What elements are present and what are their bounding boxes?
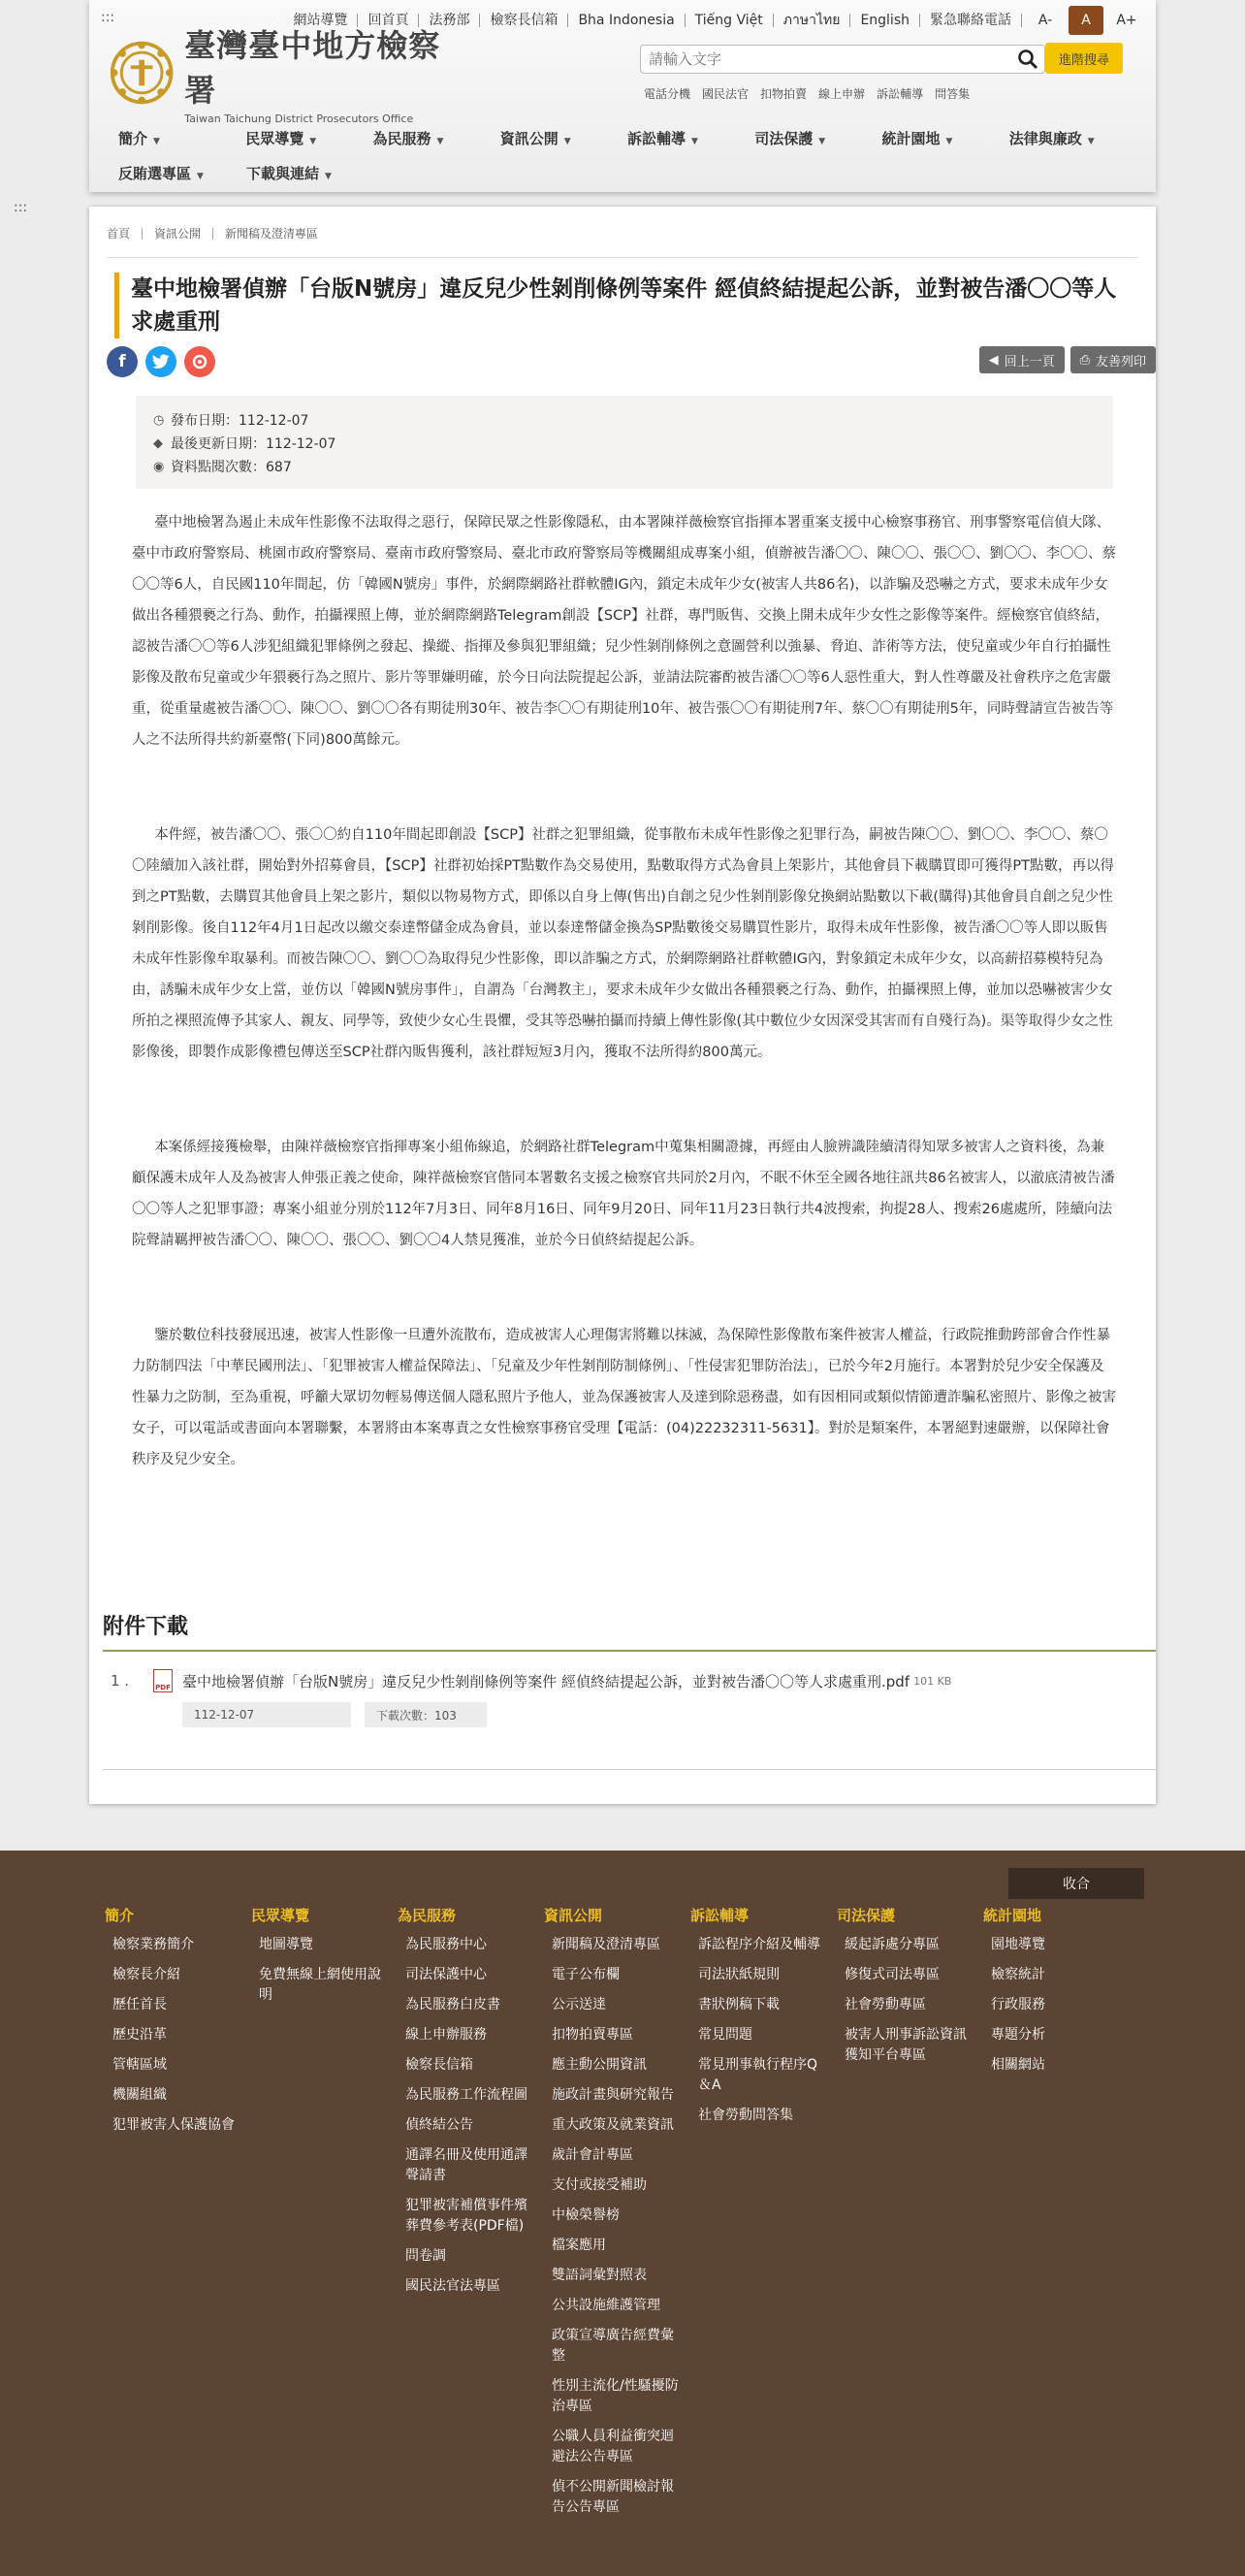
footer-link[interactable]: 社會勞動問答集	[698, 2108, 793, 2123]
footer-column-title[interactable]: 資訊公開	[544, 1907, 603, 1924]
font-size-small[interactable]: A-	[1038, 13, 1053, 28]
quick-link-litigation[interactable]: 訴訟輔導	[877, 87, 924, 101]
chevron-down-icon: ▼	[309, 136, 317, 146]
logo-subtitle: Taiwan Taichung District Prosecutors Office	[184, 112, 414, 125]
chevron-down-icon: ▼	[563, 136, 571, 146]
attachment-downloads: 下載次數：103	[365, 1702, 487, 1727]
footer-column-title[interactable]: 訴訟輔導	[690, 1907, 750, 1924]
publish-date: ◷ 發布日期： 112-12-07	[153, 409, 1096, 433]
nav-info[interactable]: 資訊公開 ▼	[499, 129, 571, 147]
footer-link[interactable]: 公職人員利益衝突迴避法公告專區	[552, 2429, 674, 2464]
chevron-down-icon: ▼	[1087, 136, 1095, 146]
tag-icon: ◆	[153, 436, 163, 451]
logo-title: 臺灣臺中地方檢察署	[184, 26, 441, 109]
footer-column	[251, 1905, 398, 2528]
footer-link[interactable]: 訴訟程序介紹及輔導	[698, 1937, 820, 1952]
footer-link[interactable]: 應主動公開資訊	[552, 2057, 647, 2073]
footer-link[interactable]: 偵終結公告	[405, 2117, 473, 2133]
footer-link[interactable]: 電子公布欄	[552, 1967, 620, 1982]
nav-downloads[interactable]: 下載與連結 ▼	[246, 164, 332, 182]
nav-services[interactable]: 為民服務 ▼	[372, 129, 444, 147]
divider	[103, 1650, 1156, 1652]
footer-link[interactable]: 檢察統計	[991, 1967, 1045, 1982]
footer-column	[398, 1905, 544, 2528]
footer-link[interactable]: 中檢榮譽榜	[552, 2207, 620, 2223]
footer-link[interactable]: 修復式司法專區	[845, 1967, 940, 1982]
divider	[107, 257, 1138, 258]
footer-link[interactable]: 重大政策及就業資訊	[552, 2117, 674, 2133]
footer-link[interactable]: 犯罪被害人保護協會	[112, 2117, 235, 2133]
quick-link-citizen-judge[interactable]: 國民法官	[702, 87, 750, 101]
footer-link[interactable]: 歲計會計專區	[552, 2147, 633, 2163]
footer-link[interactable]: 緩起訴處分專區	[845, 1937, 940, 1952]
footer-link[interactable]: 常見刑事執行程序Q＆A	[698, 2057, 818, 2093]
footer-link[interactable]: 公共設施維護管理	[552, 2298, 660, 2313]
chevron-down-icon: ▼	[153, 136, 160, 146]
footer-link[interactable]: 司法狀紙規則	[698, 1967, 780, 1982]
top-link-thai[interactable]: ภาษาไทย	[774, 14, 851, 27]
footer-link[interactable]: 偵不公開新聞檢討報告公告專區	[552, 2479, 674, 2515]
nav-protection[interactable]: 司法保護 ▼	[754, 129, 826, 147]
nav-anti-bribery[interactable]: 反賄選專區 ▼	[118, 164, 204, 182]
quick-link-online-apply[interactable]: 線上申辦	[818, 87, 866, 101]
print-button[interactable]: ⎙ 友善列印	[1070, 346, 1156, 373]
site-logo[interactable]	[109, 26, 458, 125]
quick-links	[644, 85, 981, 102]
footer-link[interactable]: 檢察業務簡介	[112, 1937, 194, 1952]
facebook-icon[interactable]: f	[107, 346, 138, 377]
footer-column	[544, 1905, 690, 2528]
chevron-down-icon: ▼	[691, 136, 698, 146]
search-icon[interactable]	[1017, 48, 1038, 70]
footer-link[interactable]: 行政服務	[991, 1997, 1045, 2012]
plurk-icon[interactable]	[184, 346, 215, 377]
collapse-button[interactable]: 收合	[1008, 1868, 1144, 1899]
footer-link[interactable]: 常見問題	[698, 2027, 752, 2043]
caret-left-icon: ◀	[988, 352, 999, 368]
chevron-down-icon: ▼	[436, 136, 444, 146]
footer-link[interactable]: 為民服務工作流程圖	[405, 2087, 527, 2103]
page-title: 臺中地檢署偵辦「台版N號房」違反兒少性剝削條例等案件 經偵終結提起公訴，並對被告潘〇〇等人求處重刑	[114, 273, 1133, 338]
top-link-home[interactable]: 回首頁	[358, 14, 419, 27]
attachment-date: 112-12-07	[182, 1702, 351, 1727]
back-button[interactable]: ◀ 回上一頁	[979, 346, 1065, 373]
footer-link[interactable]: 管轄區域	[112, 2057, 167, 2073]
article-paragraph: 本案係經接獲檢舉，由陳祥薇檢察官指揮專案小組佈線追，於網路社群Telegram中蒐集相關證據，再經由人臉辨識陸續清得知眾多被害人之資料後，為兼顧保護未成年人及為被害人伸張正義之使命，陳祥薇檢察官偕同本署數名支援之檢察官共同於2月內，不眠不休至全國各地往訊共86名被害人，以澈底清被告潘〇〇等人之犯罪事證；專案小組並分別於112年7月3日、同年8月16日、同年9月20日、同年11月23日執行共4波搜索，拘提28人、搜索26處處所，陸續向法院聲請羈押被告潘〇〇、陳〇〇、張〇〇、劉〇〇4人禁見獲准，並於今日偵終結提起公訴。	[132, 1140, 1115, 1248]
emblem-icon	[109, 38, 175, 108]
top-link-sitemap[interactable]: 網站導覽	[283, 14, 358, 27]
footer-column-title[interactable]: 統計園地	[983, 1907, 1042, 1924]
footer-link[interactable]: 歷史沿革	[112, 2027, 167, 2043]
footer-link[interactable]: 檔案應用	[552, 2238, 606, 2253]
footer-column-title[interactable]: 為民服務	[398, 1907, 457, 1924]
printer-icon: ⎙	[1079, 352, 1090, 368]
site-header	[89, 0, 1156, 192]
footer-column	[105, 1905, 251, 2528]
footer-link[interactable]: 機關組織	[112, 2087, 167, 2103]
breadcrumb-info[interactable]: 資訊公開	[143, 228, 213, 240]
article-meta	[136, 396, 1113, 489]
chevron-down-icon: ▼	[325, 171, 332, 181]
article-paragraph: 鑒於數位科技發展迅速，被害人性影像一旦遭外流散布，造成被害人心理傷害將難以抹滅，為保障性影像散布案件被害人權益，行政院推動跨部會合作性暴力防制四法「中華民國刑法」、「犯罪被害人權益保障法」、「兒童及少年性剝削防制條例」、「性侵害犯罪防治法」，已於今年2月施行。本署對於兒少安全保護及性暴力之防制，至為重視，呼籲大眾切勿輕易傳送個人隱私照片予他人，並為保護被害人及達到除惡務盡，如有因相同或類似情節遭詐騙私密照片、影像之被害女子，可以電話或書面向本署聯繫，本署將由本案專責之女性檢察事務官受理【電話：(04)22232311-5631】。對於是類案件，本署絕對速嚴辦，以保障社會秩序及兒少安全。	[132, 1328, 1116, 1467]
footer-link[interactable]: 扣物拍賣專區	[552, 2027, 633, 2043]
footer-link[interactable]: 新聞稿及澄清專區	[552, 1937, 660, 1952]
search-box	[640, 45, 1045, 74]
top-link-vietnam[interactable]: Tiếng Việt	[686, 14, 774, 27]
footer-link[interactable]: 書狀例稿下載	[698, 1997, 780, 2012]
accesskey-top[interactable]: :::	[101, 10, 115, 25]
nav-about[interactable]: 簡介 ▼	[118, 129, 160, 147]
clock-icon: ◷	[153, 413, 165, 428]
attachment-item	[111, 1669, 1138, 1692]
footer-link[interactable]: 專題分析	[991, 2027, 1045, 2043]
article-paragraph: 臺中地檢署為遏止未成年性影像不法取得之惡行，保障民眾之性影像隱私，由本署陳祥薇檢察官指揮本署重案支援中心檢察事務官、刑事警察電信偵大隊、臺中市政府警察局、桃園市政府警察局、臺南市政府警察局、臺北市政府警察局等機關組成專案小組，偵辦被告潘〇〇、陳〇〇、張〇〇、劉〇〇、李〇〇、蔡〇〇等6人，自民國110年間起，仿「韓國N號房」事件，於網際網路社群軟體IG內，鎖定未成年少女(被害人共86名)，以詐騙及恐嚇之方式，要求未成年少女做出各種猥褻之行為、動作，拍攝裸照上傳，並於網際網路Telegram創設【SCP】社群，專門販售、交換上開未成年少女性之影像等案件。經檢察官偵終結，認被告潘〇〇等6人涉犯組織犯罪條例之發起、操縱、指揮及參與犯罪組織；兒少性剝削條例之意圖營利以強暴、脅迫、詐術等方法，使兒童或少年自行拍攝性影像及散布兒童或少年猥褻行為之照片、影片等罪嫌明確，於今日向法院提起公訴，並請法院審酌被告潘〇〇等6人惡性重大，對人性尊嚴及社會秩序之危害嚴重，從重量處被告潘〇〇、陳〇〇、劉〇〇各有期徒刑30年、被告李〇〇有期徒刑10年、被告張〇〇有期徒刑7年、蔡〇〇有期徒刑5年，同時聲請宣告被告等人之不法所得共約新臺幣(下同)800萬餘元。	[132, 515, 1116, 748]
footer-link[interactable]: 社會勞動專區	[845, 1997, 926, 2012]
footer-link[interactable]: 檢察長介紹	[112, 1967, 180, 1982]
nav-litigation[interactable]: 訴訟輔導 ▼	[627, 129, 698, 147]
attachment-size: 101 KB	[913, 1674, 952, 1688]
footer-link[interactable]: 雙語詞彙對照表	[552, 2268, 647, 2283]
top-link-mailbox[interactable]: 檢察長信箱	[480, 14, 568, 27]
footer-column-title[interactable]: 司法保護	[837, 1907, 896, 1924]
footer-link[interactable]: 為民服務中心	[405, 1937, 487, 1952]
footer-link[interactable]: 性別主流化/性騷擾防治專區	[552, 2378, 679, 2414]
advanced-search-button[interactable]: 進階搜尋	[1045, 43, 1123, 74]
article-body	[132, 507, 1117, 1539]
nav-law[interactable]: 法律與廉政 ▼	[1008, 129, 1095, 147]
pdf-icon: PDF	[153, 1669, 173, 1692]
font-size-medium[interactable]: A	[1069, 6, 1103, 35]
update-date: ◆ 最後更新日期： 112-12-07	[153, 433, 1096, 456]
attachment-number: 1 .	[111, 1672, 130, 1690]
footer-link[interactable]: 地圖導覽	[259, 1937, 313, 1952]
footer-link[interactable]: 國民法官法專區	[405, 2278, 500, 2294]
plurk-glyph-icon	[191, 353, 208, 370]
quick-link-extension[interactable]: 電話分機	[644, 87, 691, 101]
share-bar	[107, 346, 215, 377]
top-link-moj[interactable]: 法務部	[419, 14, 480, 27]
footer-link[interactable]: 線上申辦服務	[405, 2027, 487, 2043]
quick-link-faq[interactable]: 問答集	[935, 87, 971, 101]
footer-link[interactable]: 支付或接受補助	[552, 2177, 647, 2193]
footer-column	[983, 1905, 1130, 2528]
footer-link[interactable]: 政策宣導廣告經費彙整	[552, 2328, 674, 2364]
footer-link[interactable]: 被害人刑事訴訟資訊獲知平台專區	[845, 2027, 967, 2063]
attachment-list	[111, 1669, 1138, 1727]
twitter-icon[interactable]	[145, 346, 176, 377]
footer-link[interactable]: 通譯名冊及使用通譯聲請書	[405, 2147, 527, 2183]
eye-icon: ◉	[153, 460, 165, 474]
footer-link[interactable]: 司法保護中心	[405, 1967, 487, 1982]
nav-statistics[interactable]: 統計園地 ▼	[881, 129, 953, 147]
top-link-emergency[interactable]: 緊急聯絡電話	[920, 14, 1022, 27]
article-paragraph: 本件經，被告潘〇〇、張〇〇約自110年間起即創設【SCP】社群之犯罪組織，從事散布未成年性影像之犯罪行為，嗣被告陳〇〇、劉〇〇、李〇〇、蔡〇〇陸續加入該社群，開始對外招募會員，【SCP】社群初始採PT點數作為交易使用，點數取得方式為會員上架影片，其他會員下載購買即可獲得PT點數，再以得到之PT點數，去購買其他會員上架之影片，類似以物易物方式，即係以自身上傳(售出)自創之兒少性剝削影像兌換網站點數以下載(購得)其他會員自創之兒少性剝削影像。後自112年4月1日起改以繳交泰達幣儲金成為會員，並以泰達幣儲金換為SP點數後交易購買性影片，取得未成年性影像，被告潘〇〇等人即以販售未成年性影像牟取暴利。而被告陳〇〇、劉〇〇為取得兒少性影像，即以詐騙之方式，於網際網路社群軟體IG內，對象鎖定未成年少女，以高薪招募模特兒為由，誘騙未成年少女上當，並仿以「韓國N號房事件」，自謂為「台灣教主」，要求未成年少女做出各種猥褻之行為、動作，拍攝裸照上傳，並加以恐嚇被害少女所拍之裸照流傳予其家人、親友、同學等，致使少女心生畏懼，受其等恐嚇拍攝而持續上傳性影像(其中數位少女因深受其害而有自殘行為)。渠等取得少女之性影像後，即製作成影像禮包傳送至SCP社群內販售獲利，該社群短短3月內，獲取不法所得約800萬元。	[132, 827, 1115, 1060]
footer-link[interactable]: 園地導覽	[991, 1937, 1045, 1952]
site-footer	[0, 1851, 1245, 2576]
breadcrumb-news[interactable]: 新聞稿及澄清專區	[225, 227, 319, 241]
top-link-indonesia[interactable]: Bha Indonesia	[568, 14, 685, 27]
search-input[interactable]	[641, 46, 1000, 73]
chevron-down-icon: ▼	[818, 136, 826, 146]
chevron-down-icon: ▼	[197, 171, 204, 181]
footer-link[interactable]: 犯罪被害補償事件殯葬費參考表(PDF檔)	[405, 2198, 527, 2234]
breadcrumb	[107, 228, 330, 240]
footer-sitemap	[105, 1905, 1130, 2528]
bird-icon	[152, 354, 170, 370]
font-size-large[interactable]: A+	[1116, 13, 1137, 28]
nav-guide[interactable]: 民眾導覽 ▼	[245, 129, 317, 147]
footer-link[interactable]: 問卷調	[405, 2248, 446, 2264]
article-tools	[979, 346, 1156, 373]
footer-link[interactable]: 公示送達	[552, 1997, 606, 2012]
main-content	[89, 207, 1156, 1804]
footer-column-title[interactable]: 民眾導覽	[251, 1907, 310, 1924]
footer-link[interactable]: 相關網站	[991, 2057, 1045, 2073]
main-nav	[116, 120, 1134, 190]
footer-column	[690, 1905, 837, 2528]
footer-column	[837, 1905, 983, 2528]
attachment-link[interactable]: 臺中地檢署偵辦「台版N號房」違反兒少性剝削條例等案件 經偵終結提起公訴，並對被告潘〇〇等人求處重刑.pdf	[182, 1672, 910, 1690]
footer-link[interactable]: 為民服務白皮書	[405, 1997, 500, 2012]
footer-link[interactable]: 施政計畫與研究報告	[552, 2087, 674, 2103]
chevron-down-icon: ▼	[945, 136, 953, 146]
footer-link[interactable]: 歷任首長	[112, 1997, 167, 2012]
quick-link-auction[interactable]: 扣物拍賣	[760, 87, 808, 101]
divider	[103, 1769, 1156, 1770]
breadcrumb-home[interactable]: 首頁	[107, 228, 143, 240]
footer-link[interactable]: 免費無線上網使用說明	[259, 1967, 381, 2003]
footer-link[interactable]: 檢察長信箱	[405, 2057, 473, 2073]
attachments-heading: 附件下載	[103, 1615, 189, 1639]
footer-column-title[interactable]: 簡介	[105, 1907, 135, 1924]
accesskey-center[interactable]: :::	[14, 200, 28, 215]
top-link-english[interactable]: English	[850, 14, 920, 27]
view-count: ◉ 資料點閱次數： 687	[153, 456, 1096, 479]
